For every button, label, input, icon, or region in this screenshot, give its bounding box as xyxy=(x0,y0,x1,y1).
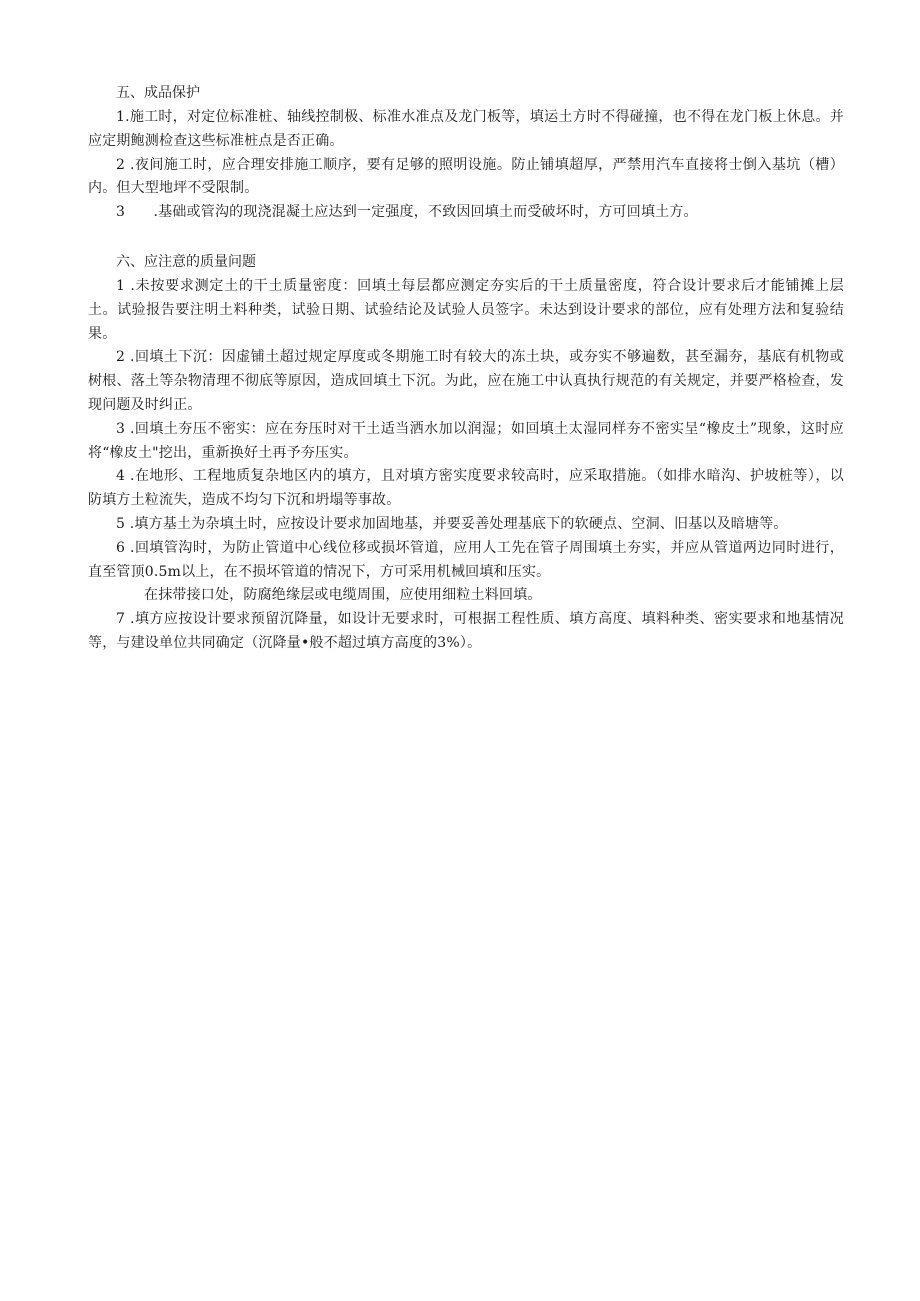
section-heading-finished-product-protection: 五、成品保护 xyxy=(116,85,200,101)
paragraph-5-1: 1.施工时，对定位标准桩、轴线控制极、标准水准点及龙门板等，填运土方时不得碰撞，也不得在龙门板上休息。并应定期鲍测检查这些标准桩点是否正确。 xyxy=(88,109,844,149)
paragraph-6-3: 3 .回填土夯压不密实：应在夯压时对干土适当洒水加以润湿；如回填土太湿同样夯不密实呈“橡皮土”现象，这时应将“橡皮土"挖出，重新换好土再予夯压实。 xyxy=(88,420,844,461)
paragraph-5-2: 2 .夜间施工时，应合理安排施工顺序，要有足够的照明设施。防止铺填超厚，严禁用汽车直接将士倒入基坑（槽）内。但大型地坪不受限制。 xyxy=(88,156,844,197)
section-spacer xyxy=(88,225,844,249)
paragraph-6-2: 2 .回填土下沉：因虚铺土超过规定厚度或冬期施工时有较大的冻土块，或夯实不够遍数，甚至漏夯，基底有机物或树根、落土等杂物清理不彻底等原因，造成回填土下沉。为此，应在施工中认真执行规范的有关规定，并要严格检查，发现问题及时纠正。 xyxy=(88,349,844,413)
section-heading-quality-issues: 六、应注意的质量问题 xyxy=(116,253,256,270)
paragraph-6-5: 5 .填方基土为杂填土时，应按设计要求加固地基，并要妥善处理基底下的软硬点、空洞、旧基以及暗塘等。 xyxy=(116,515,788,532)
paragraph-6-7: 7 .填方应按设计要求预留沉降量，如设计无要求时，可根据工程性质、填方高度、填料种类、密实要求和地基情况等，与建设单位共同确定（沉降量•般不超过填方高度的3%）。 xyxy=(88,611,844,651)
paragraph-5-3: 3 .基础或管沟的现浇混凝土应达到一定强度，不致因回填土而受破坏时，方可回填土方。 xyxy=(116,204,698,221)
paragraph-6-1: 1 .未按要求测定土的干土质量密度：回填土每层都应测定夯实后的干土质量密度，符合设计要求后才能铺摊上层土。试验报告要注明土料种类，试验日期、试验结论及试验人员签字。未达到设计要求的部位，应有处理方法和复验结果。 xyxy=(88,277,844,342)
paragraph-6-6: 6 .回填管沟时，为防止管道中心线位移或损坏管道，应用人工先在管子周围填土夯实，并应从管道两边同时进行，直至管顶0.5m以上，在不损坏管道的情况下，方可采用机械回填和压实。 xyxy=(88,539,844,580)
document-page xyxy=(88,80,844,656)
paragraph-6-6-note: 在抹带接口处，防腐绝缘层或电缆周围，应使用细粒土料回填。 xyxy=(144,587,542,604)
paragraph-6-4: 4 .在地形、工程地质复杂地区内的填方，且对填方密实度要求较高时，应采取措施。（如排水暗沟、护坡桩等），以防填方土粒流失，造成不均匀下沉和坍塌等事故。 xyxy=(88,468,844,509)
